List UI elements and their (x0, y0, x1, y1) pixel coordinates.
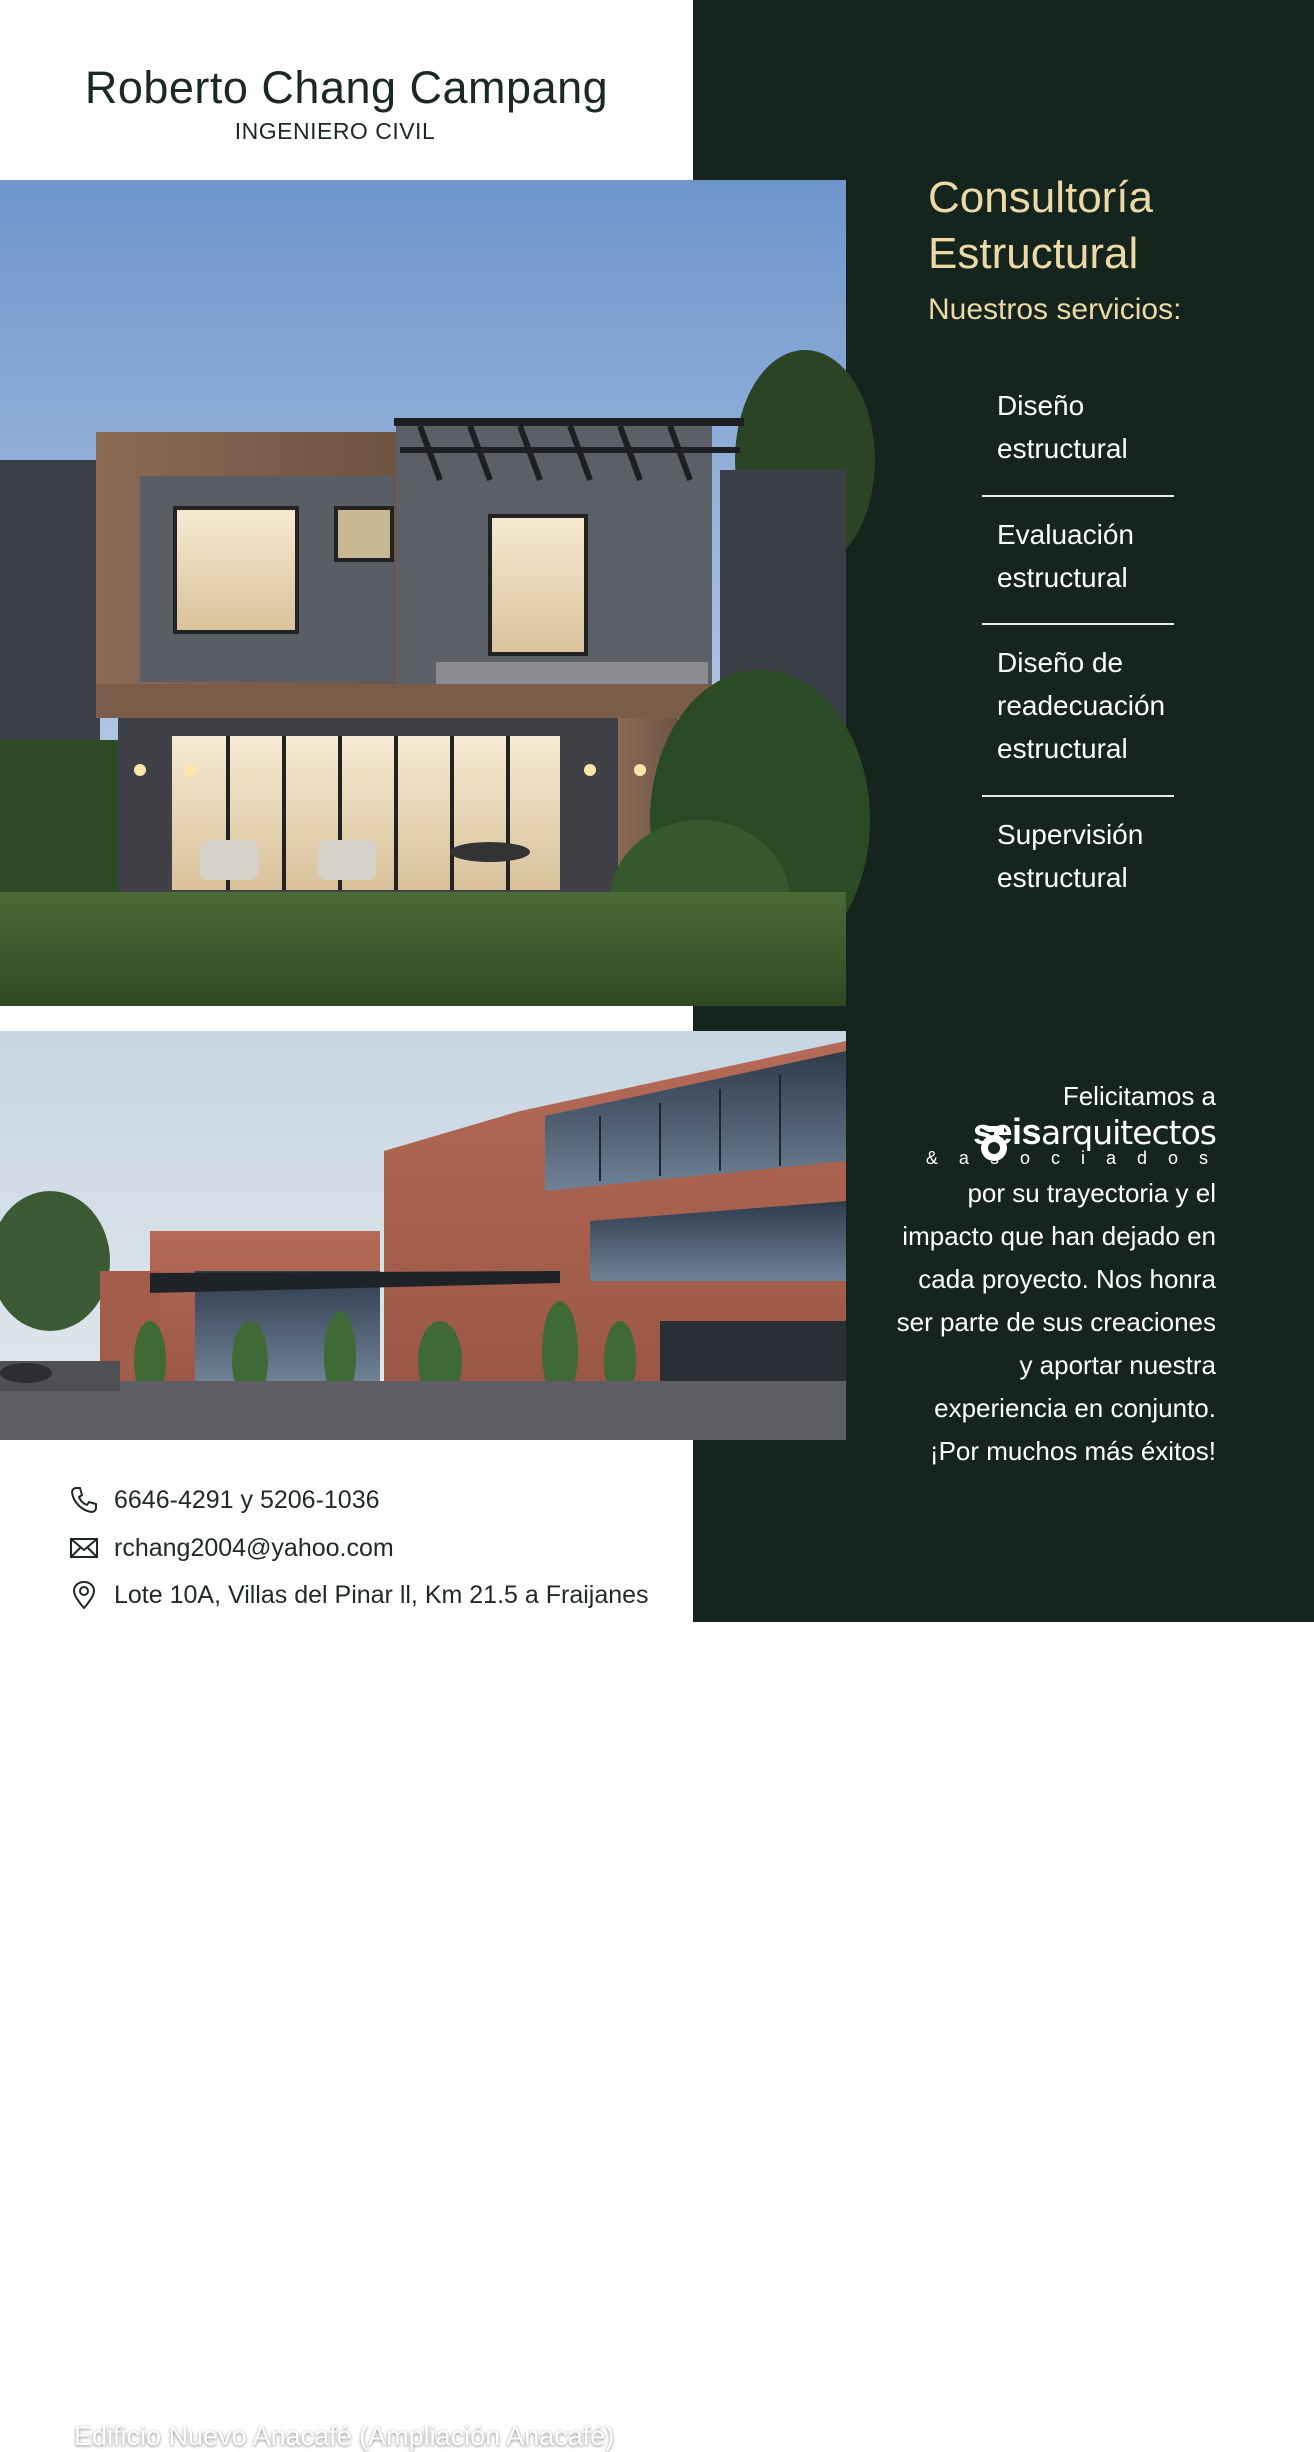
project-caption: Edificio Nuevo Anacafé (Ampliación Anacafé) (74, 2421, 615, 2451)
engineer-profession: INGENIERO CIVIL (234, 118, 436, 144)
congratulations-message (880, 1075, 1216, 1473)
phone-icon (68, 1484, 100, 1516)
service-item: Diseño estructural (997, 390, 1128, 464)
engineer-name: Roberto Chang Campang (84, 62, 609, 113)
contact-phone (68, 1482, 380, 1518)
project-photo-lugana (0, 180, 846, 1006)
service-title (928, 170, 1153, 282)
seis-logo-subtitle: & a s o c i a d o s (925, 1148, 1216, 1168)
congrats-intro: Felicitamos a (1062, 1081, 1216, 1111)
service-item: Supervisión estructural (997, 819, 1144, 893)
contact-address (68, 1577, 649, 1613)
congrats-body: por su trayectoria y el impacto que han dejado en cada proyecto. Nos honra ser parte de sus creaciones y aportar nuestra experiencia en conjunto. ¡Por muchos más éxitos! (896, 1178, 1216, 1466)
service-divider (982, 795, 1174, 797)
email-address: rchang2004@yahoo.com (114, 1533, 394, 1562)
service-divider (982, 623, 1174, 625)
street-address: Lote 10A, Villas del Pinar ll, Km 21.5 a Fraijanes (114, 1580, 649, 1609)
services-heading: Nuestros servicios: (928, 293, 1182, 326)
service-divider (982, 495, 1174, 497)
service-item: Diseño de readecuación estructural (997, 647, 1166, 764)
service-title-line: Estructural (928, 229, 1139, 278)
phone-numbers: 6646-4291 y 5206-1036 (114, 1485, 380, 1514)
contact-email (68, 1530, 394, 1566)
header (0, 0, 693, 180)
seis-logo-word: seisarquitectos (972, 1111, 1216, 1152)
seis-arquitectos-logo (880, 1111, 1216, 1172)
mail-icon (68, 1532, 100, 1564)
service-item: Evaluación estructural (997, 519, 1134, 593)
location-pin-icon (68, 1579, 100, 1611)
service-title-line: Consultoría (928, 173, 1154, 222)
